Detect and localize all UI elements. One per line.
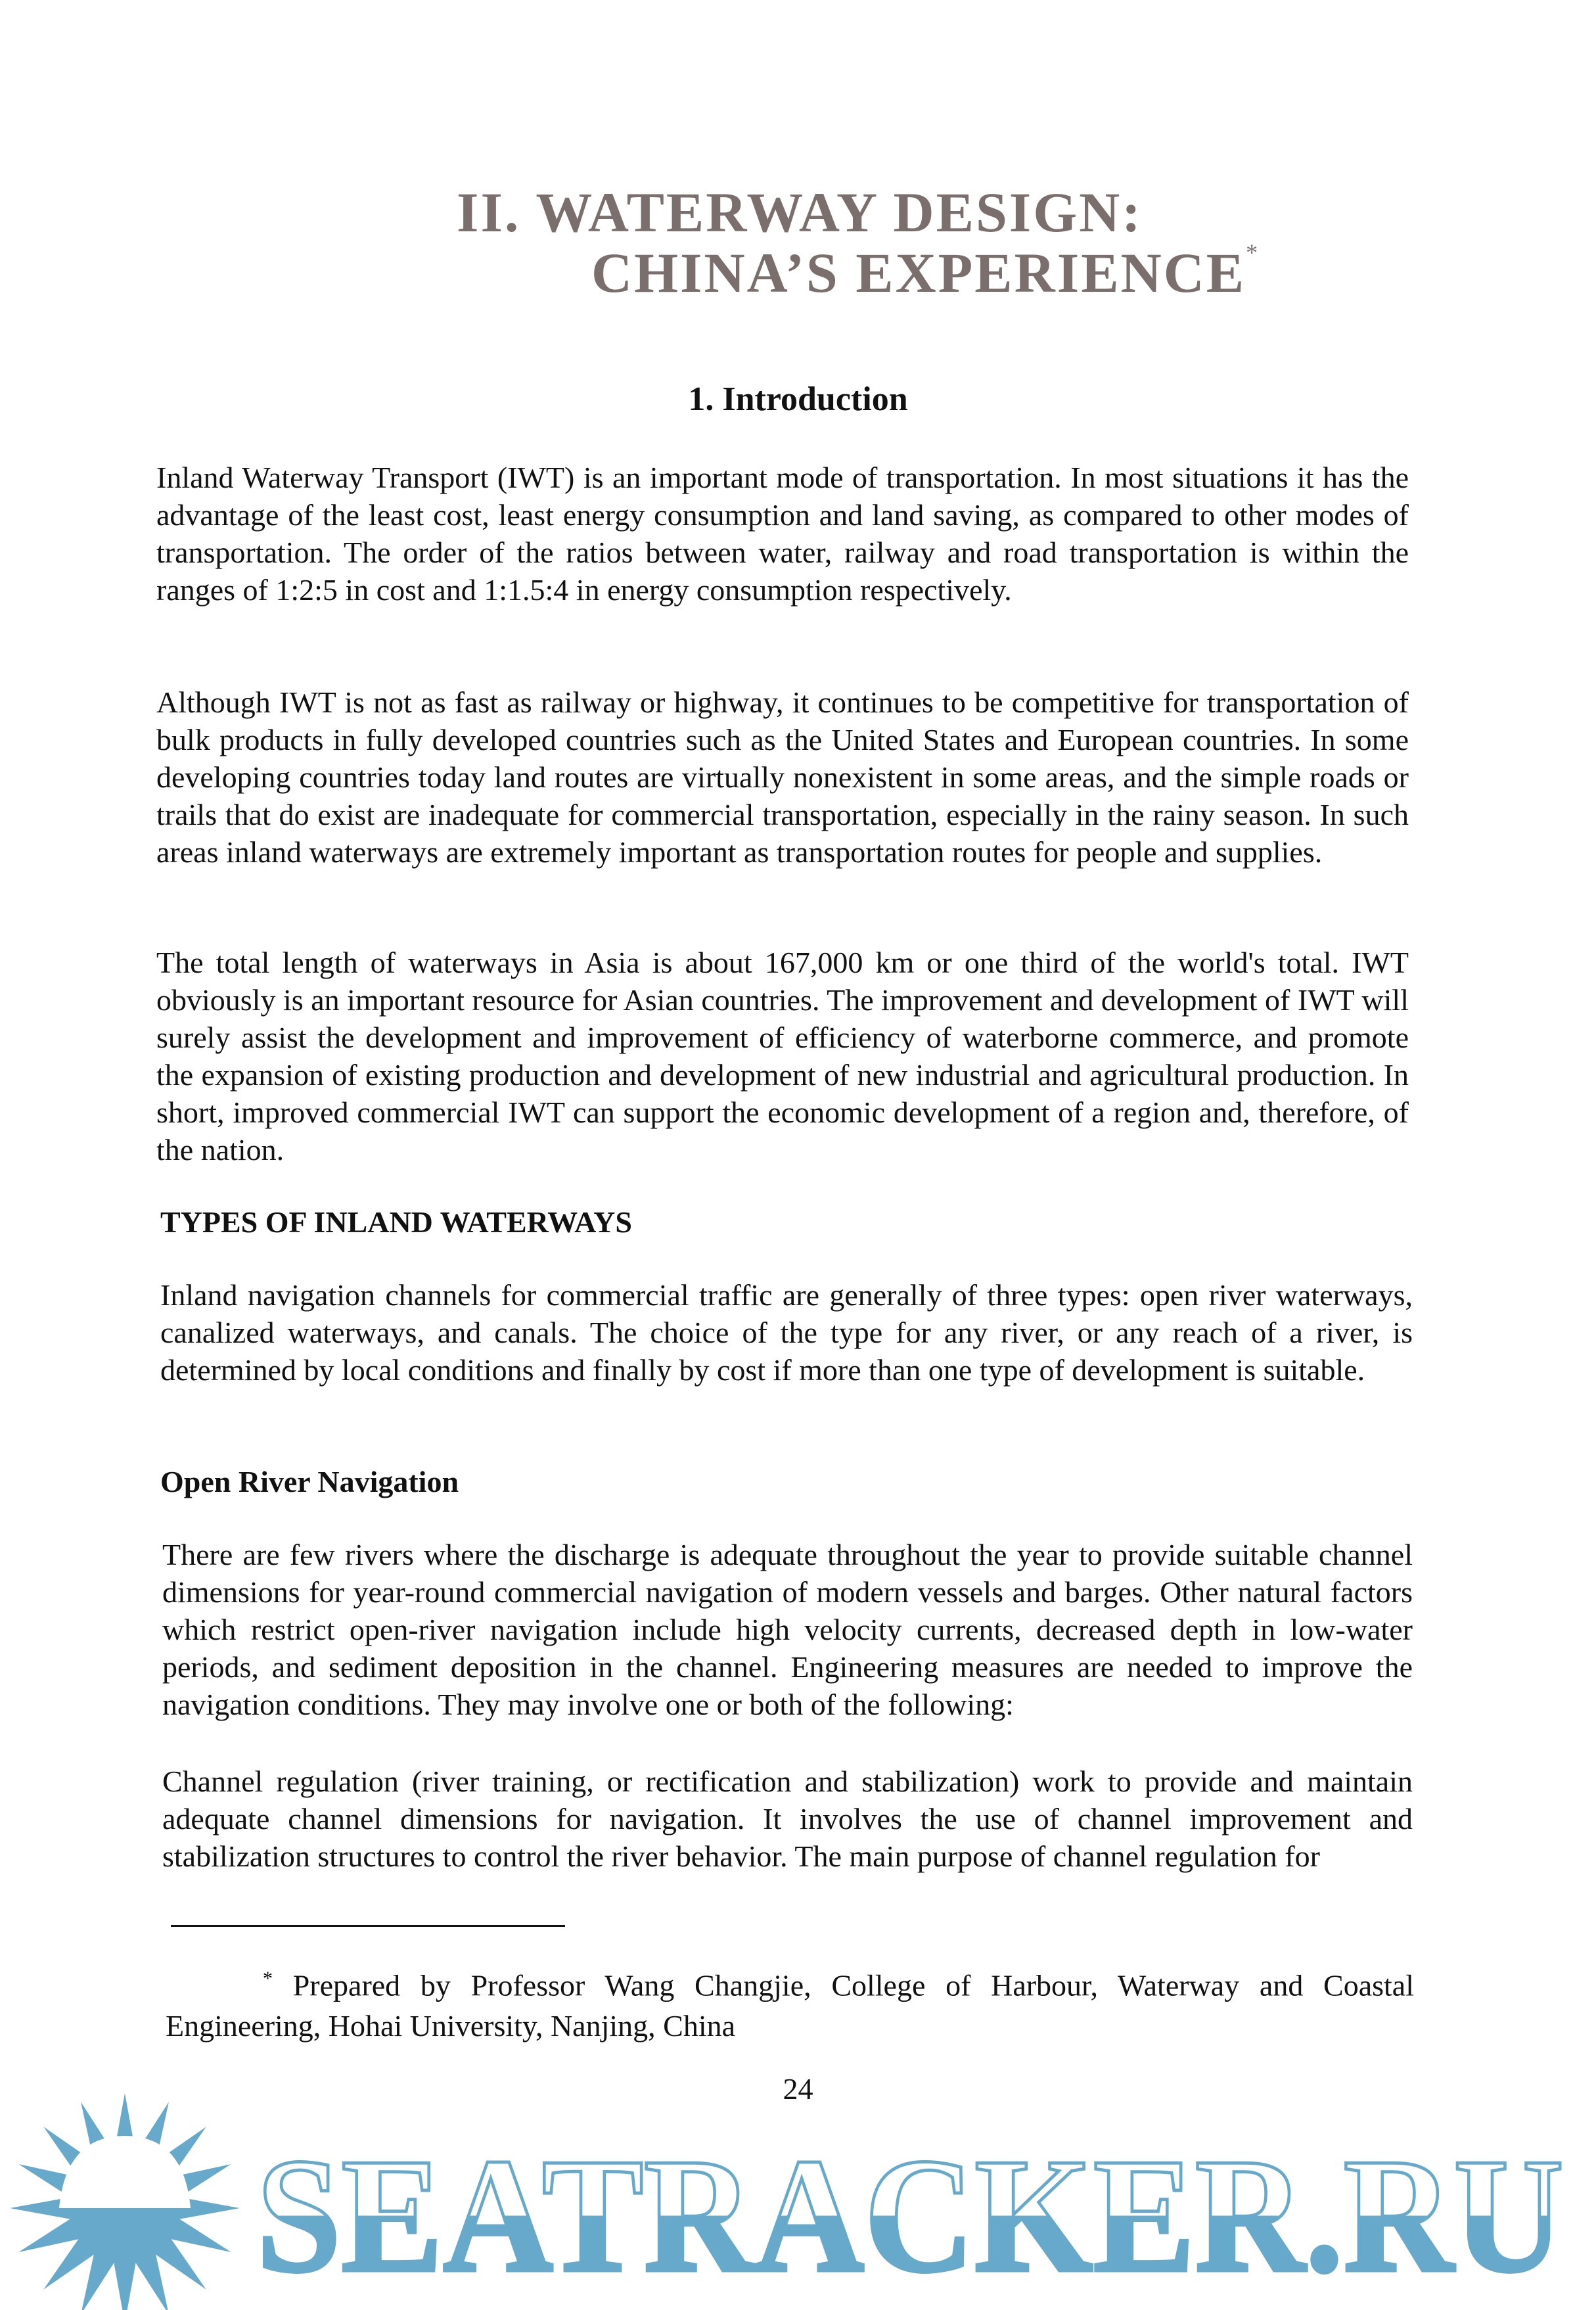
footnote-text: Prepared by Professor Wang Changjie, College of Harbour, Waterway and Coastal Engineering, Hohai University, Nanjing, China: [166, 1968, 1414, 2043]
paragraph-2: Although IWT is not as fast as railway or highway, it continues to be competitive for transportation of bulk products in fully developed countries such as the United States and European countries. In some developing countries today land routes are virtually nonexistent in some areas, and the simple roads or trails that do exist are inadequate for commercial transportation, especially in the rainy season. In such areas inland waterways are extremely important as transportation routes for people and supplies.: [156, 685, 1409, 869]
paragraph-4: Inland navigation channels for commercial traffic are generally of three types: open river waterways, canalized waterways, and canals. The choice of the type for any river, or any reach of a river, is determined by local conditions and finally by cost if more than one type of development is suitable.: [160, 1278, 1413, 1387]
paragraph-3: The total length of waterways in Asia is about 167,000 km or one third of the world's total. IWT obviously is an important resource for Asian countries. The improvement and development of IWT will surely assist the development and improvement of efficiency of waterborne commerce, and promote the expansion of existing production and development of new industrial and agricultural production. In short, improved commercial IWT can support the economic development of a region and, therefore, of the nation.: [156, 946, 1409, 1167]
watermark-logo: [0, 2090, 1596, 2310]
paragraph-5: There are few rivers where the discharge is adequate throughout the year to provide suitable channel dimensions for year-round commercial navigation of modern vessels and barges. Other natural factors which restrict open-river navigation include high velocity currents, decreased depth in low-water periods, and sediment deposition in the channel. Engineering measures are needed to improve the navigation conditions. They may involve one or both of the following:: [162, 1538, 1413, 1721]
page-number: 24: [783, 2072, 813, 2106]
footnote-divider: [171, 1925, 565, 1927]
heading-types-of-inland-waterways: TYPES OF INLAND WATERWAYS: [160, 1205, 632, 1239]
watermark-text: SEATRACKER.RU: [256, 2125, 1564, 2307]
heading-open-river-navigation: Open River Navigation: [160, 1465, 459, 1498]
title-footnote-mark: *: [1246, 239, 1260, 266]
chapter-title-line2: [591, 239, 1260, 304]
paragraph-6: Channel regulation (river training, or rectification and stabilization) work to provide and maintain adequate channel dimensions for navigation. It involves the use of channel improvement and stabilization structures to control the river behavior. The main purpose of channel regulation for: [162, 1765, 1413, 1873]
footnote: [166, 1958, 1414, 2046]
chapter-title-line2-text: CHINA’S EXPERIENCE: [591, 241, 1246, 304]
footnote-mark: *: [263, 1968, 273, 1989]
chapter-title-line1: II. WATERWAY DESIGN:: [457, 181, 1143, 244]
paragraph-1: Inland Waterway Transport (IWT) is an important mode of transportation. In most situations it has the advantage of the least cost, least energy consumption and land saving, as compared to other modes of transportation. The order of the ratios between water, railway and road transportation is within the ranges of 1:2:5 in cost and 1:1.5:4 in energy consumption respectively.: [156, 461, 1409, 607]
sunburst-icon: [10, 2093, 240, 2310]
section-heading: 1. Introduction: [688, 381, 908, 418]
